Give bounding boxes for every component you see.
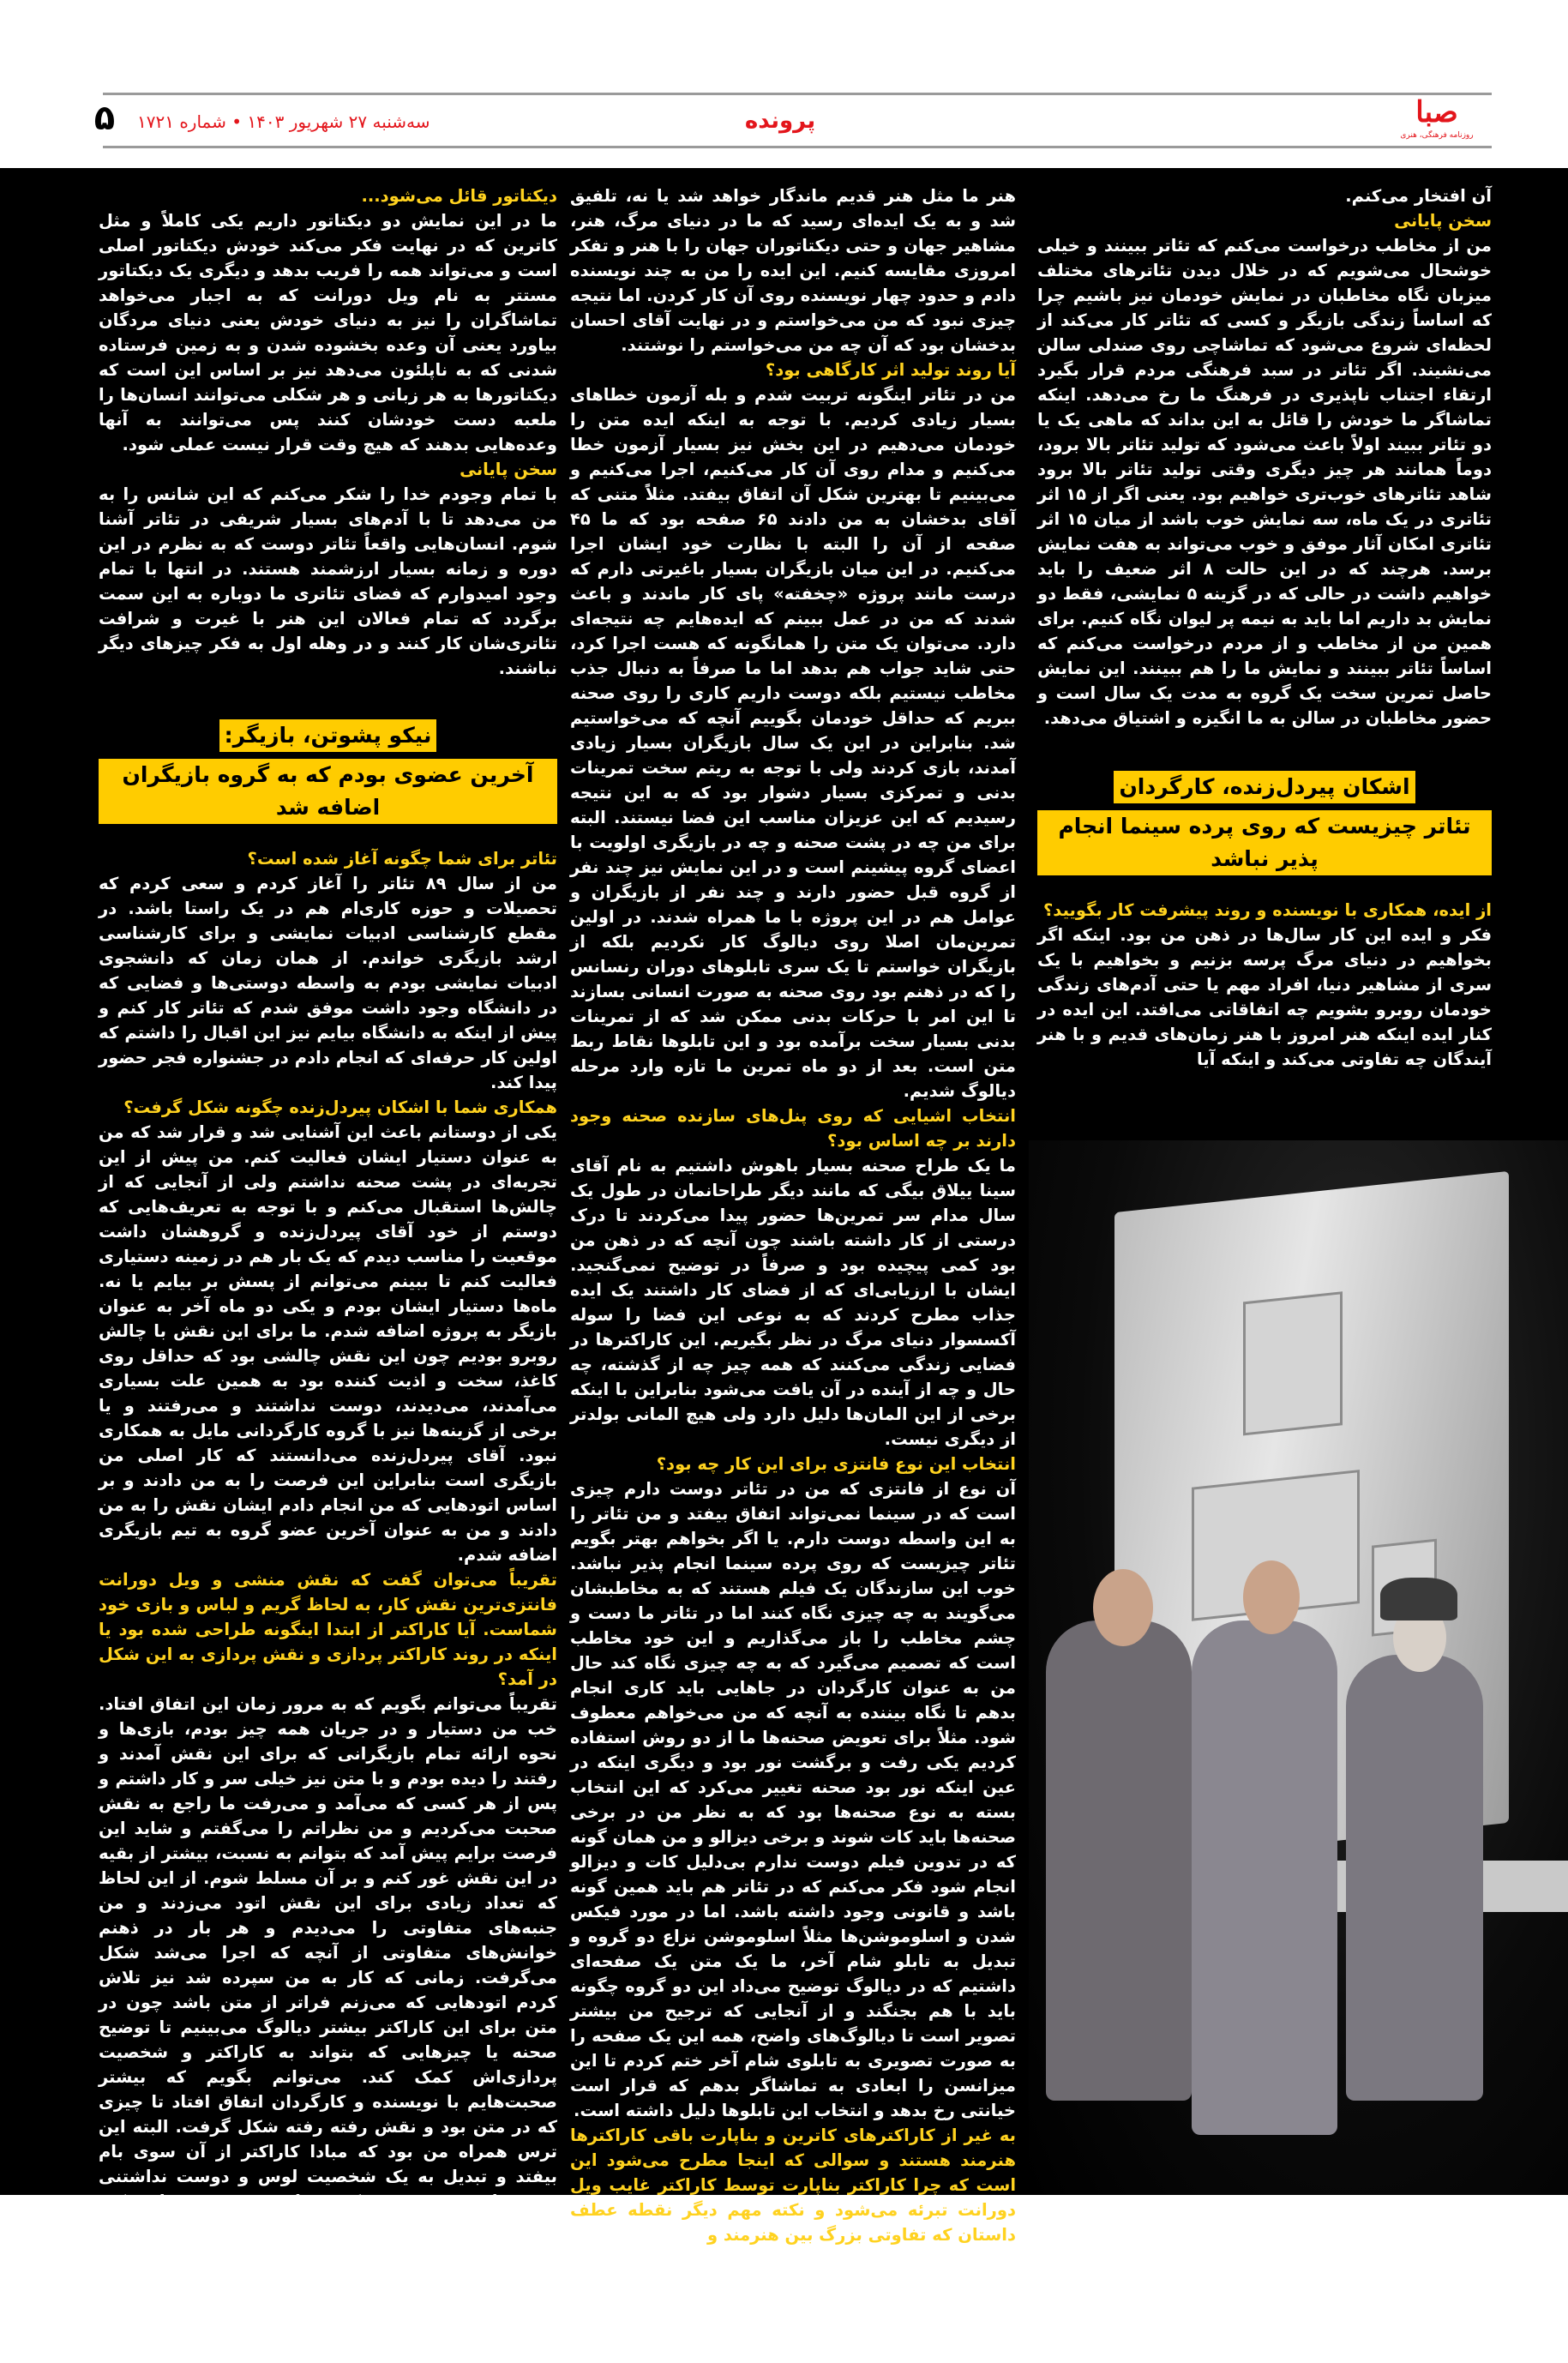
paragraph: فکر و ایده این کار سال‌ها در ذهن من بود. اینکه اگر بخواهیم در دنیای مرگ پرسه بزنیم و بخواهیم با یک سری از مشاهیر دنیا، افراد مهم یا حتی آدم‌های زندگی خودمان روبرو بشویم چه اتفاقاتی می‌افتد. این ایده در کنار ایده اینکه هنر امروز با هنر زمان‌های قدیم و با هنر آیندگان چه تفاوتی می‌کند و اینکه آیا — [1037, 924, 1492, 1069]
interview-title — [1037, 767, 1492, 879]
section-title: پرونده — [744, 108, 816, 134]
question: به غیر از کاراکترهای کاترین و بناپارت باقی کاراکترها هنرمند هستند و سوالی که اینجا مطرح می‌شود این است که چرا کاراکتر بناپارت توسط کاراکتر غایب ویل دورانت تبرئه می‌شود و نکته مهم دیگر نقطه عطف داستان که تفاوتی بزرگ بین هنرمند و — [570, 2125, 1016, 2245]
interview-headline: تئاتر چیزیست که روی پرده سینما انجام پذیر نباشد — [1037, 810, 1492, 875]
question: تئاتر برای شما چگونه آغاز شده است؟ — [247, 848, 557, 869]
actor-head — [1093, 1569, 1153, 1646]
actor-figure — [1346, 1655, 1483, 2101]
paragraph: ما در این نمایش دو دیکتاتور داریم یکی کاملاً و مثل کاترین که در نهایت فکر می‌کند خودش دیکتاتور اصلی است و می‌تواند همه را فریب بدهد و دیگری یک دیکتاتور مستتر به نام ویل دورانت که به اجبار می‌خواهد تماشاگران را نیز به دنیای خودش یعنی دنیای مردگان بیاورد یعنی آن وعده بخشوده شدن و به زمین فرستاده شدنی که به ناپلئون می‌دهد نیز بر اساس این است که دیکتاتورها به هر زبانی و هر شکلی می‌توانند انسان‌ها را ملعبه دست خودشان کنند پس می‌توانند به آنها وعده‌هایی بدهند که هیچ وقت قرار نیست عملی شود. — [99, 211, 557, 454]
column-middle — [570, 183, 1016, 2247]
paragraph: با تمام وجودم خدا را شکر می‌کنم که این شانس را به من می‌دهد تا با آدم‌های بسیار شریفی در تئاتر آشنا شوم. انسان‌هایی واقعاً تئاتر دوست که به نظرم در این دوره و زمانه بسیار ارزشمند هستند. در انتها با تمام وجود امیدوارم که فضای تئاتری ما دوباره به این سمت برگردد که تمام فعالان این هنر با غیرت و شرافت تئاتری‌شان کار کنند و در وهله اول به فکر چیزهای دیگر نباشند. — [99, 484, 557, 678]
question: از ایده، همکاری با نویسنده و روند پیشرفت کار بگویید؟ — [1043, 899, 1492, 920]
interviewee-name: اشکان پیردل‌زنده، کارگردان — [1114, 771, 1415, 803]
interviewee-name: نیکو پشوتن، بازیگر: — [219, 719, 437, 752]
paragraph: من از مخاطب درخواست می‌کنم که تئاتر ببینند و خیلی خوشحال می‌شویم که در خلال دیدن تئاترهای مختلف میزبان نگاه مخاطبان در نمایش خودمان نیز باشیم چرا که اساساً زندگی بازیگر و کسی که تئاتر کار می‌کند از لحظه‌ای شروع می‌شود که تماشاچی روی صندلی سالن می‌نشیند. اگر تئاتر در سبد فرهنگی مردم قرار بگیرد ارتقاء اجتناب ناپذیری در فرهنگ ما رخ می‌دهد. اینکه تماشاگر ما خودش را قائل به این بداند که ماهی یک یا دو تئاتر ببیند اولاً باعث می‌شود که تولید تئاتر بالا برود، دوماً همانند هر چیز دیگری وقتی تولید تئاتر بالا برود شاهد تئاترهای خوب‌تری خواهیم بود. یعنی اگر از ۱۵ اثر تئاتری در یک ماه، سه نمایش خوب باشد از میان ۱۵ اثر تئاتری امکان آثار موفق و خوب می‌تواند به هفت نمایش برسد. هرچند که در این حالت ۸ اثر ضعیف را باید خواهیم داشت در حالی که در گزینه ۵ نمایشی، فقط دو نمایش بد داریم اما باید به نیمه پر لیوان نگاه کنیم. برای همین من از مخاطب و از مردم درخواست می‌کنم که اساساً تئاتر ببینند و نمایش ما را هم ببینند. این نمایش حاصل تمرین سخت یک گروه به مدت یک سال است و حضور مخاطبان در سالن به ما انگیزه و اشتیاق می‌دهد. — [1037, 236, 1493, 728]
paragraph: من در تئاتر اینگونه تربیت شدم و بله آزمون خطاهای بسیار زیادی کردیم. با توجه به اینکه ایده متن را خودمان می‌دهیم در این بخش نیز بسیار آزمون خطا می‌کنیم و مدام روی آن کار می‌کنیم، اجرا می‌کنیم و می‌بینیم تا بهترین شکل آن اتفاق بیفتد. مثلاً متنی که آقای بدخشان به من دادند ۶۵ صفحه بود که ما ۴۵ صفحه از آن را البته با نظارت خود ایشان اجرا می‌کنیم. در این میان بازیگران بسیار باغیرتی دارم که درست مانند پروژه «چخفته» پای کار ماندند و باعث شدند که من در عمل ببینم که ایده‌هایم چه نتیجه‌ای دارد. می‌توان یک متن را همانگونه که هست اجرا کرد، حتی شاید جواب هم بدهد اما ما صرفاً به دنبال جذب مخاطب نیستیم بلکه دوست داریم کاری را روی صحنه ببریم که حداقل خودمان بگوییم آنچه که می‌خواستیم شد. بنابراین در این یک سال بازیگران بسیار زیادی آمدند، بازی کردند ولی با توجه به ریتم سخت تمرینات بدنی و تمرکزی بسیار دشوار بود که به این نتیجه رسیدیم که این عزیزان مناسب این فضا نیستند. البته برای من چه در پشت صحنه و چه در بازیگری اولویت با اعضای گروه پیشینم است و در این نمایش نیز چند نفر از گروه قبل حضور دارند و چند نفر از بازیگران و عوامل هم در این پروژه با ما همراه شدند. در اولین تمرین‌مان اصلا روی دیالوگ کار نکردیم بلکه از بازیگران خواستم تا یک سری تابلوهای دوران رنسانس را که در ذهنم بود روی صحنه به صورت انسانی بسازند تا این امر با حرکات بدنی ممکن شد که از تمرینات بدنی بسیار سخت برآمده بود و این تابلوها نقاط ربط متن است. بعد از دو ماه تمرین ما تازه وارد مرحله دیالوگ شدیم. — [570, 385, 1016, 1101]
subheading: سخن پایانی — [1394, 211, 1492, 231]
paragraph: آن افتخار می‌کنم. — [1345, 186, 1492, 206]
question: انتخاب اشیایی که روی پنل‌های سازنده صحنه وجود دارند بر چه اساس بود؟ — [570, 1106, 1016, 1151]
header-bottom-rule — [103, 146, 1492, 148]
actor-figure — [1046, 1620, 1192, 2101]
paragraph: هنر ما مثل هنر قدیم ماندگار خواهد شد یا نه، تلفیق شد و به یک ایده‌ای رسید که ما در دنیای مرگ، هنر، مشاهیر جهان و حتی دیکتاتوران جهان را با هنر و تفکر امروزی مقایسه کنیم. این ایده را من به چند نویسنده دادم و حدود چهار نویسنده روی آن کار کردن. اما نتیجه چیزی نبود که من می‌خواستم و در نهایت آقای احسان بدخشان بود که آن چه من می‌خواستم را نوشتند. — [570, 186, 1016, 355]
interview-headline: آخرین عضوی بودم که به گروه بازیگران اضافه شد — [99, 759, 557, 824]
column-left — [99, 183, 557, 2363]
paragraph: ما یک طراح صحنه بسیار باهوش داشتیم به نام آقای سینا ییلاق بیگی که مانند دیگر طراحانمان در طول یک سال مدام سر تمرین‌ها حضور پیدا می‌کردند تا درک درستی از کار داشته باشند چون آنچه که در ذهن من بود کمی پیچیده بود و صرفاً در توضیح نمی‌گنجید. ایشان با ارزیابی‌ای که از فضای کار داشتند یک ایده جذاب مطرح کردند که به نوعی این فضا را سوله آکسسوار دنیای مرگ در نظر بگیریم. این کاراکترها در فضایی زندگی می‌کنند که همه چیز چه از گذشته، چه حال و چه از آینده در آن یافت می‌شود بنابراین با اینکه برخی از این المان‌ها دلیل دارد ولی هیچ المانی بولدتر از دیگری نیست. — [570, 1156, 1016, 1449]
question: آیا روند تولید اثر کارگاهی بود؟ — [765, 360, 1016, 380]
paragraph: آن نوع از فانتزی که من در تئاتر دوست دارم چیزی است که در سینما نمی‌تواند اتفاق بیفتد و من تئاتر را به این واسطه دوست دارم. یا اگر بخواهم بهتر بگویم تئاتر چیزیست که روی پرده سینما انجام پذیر نباشد. خوب این سازندگان یک فیلم هستند که به مخاطبشان می‌گویند به چه چیزی نگاه کنند اما در تئاتر ما دست و چشم مخاطب را باز می‌گذاریم و این خود مخاطب است که تصمیم می‌گیرد که به چه چیزی نگاه کند حال من به عنوان کارگردان در جاهایی باید کاری انجام بدهم تا نگاه بیننده به آنچه که من می‌خواهم معطوف شود. مثلاً برای تعویض صحنه‌ها ما از دو روش استفاده کردیم یکی رفت و برگشت نور بود و دیگری اینکه در عین اینکه نور بود صحنه تغییر می‌کرد که این انتخاب بسته به نوع صحنه‌ها بود که به نظر من در برخی صحنه‌ها باید کات شوند و برخی دیزالو و من همان گونه که در تدوین فیلم دوست ندارم بی‌دلیل کات و دیزالو انجام شود فکر می‌کنم که در تئاتر هم باید همین گونه باشد و قانونی وجود داشته باشد. اما در مورد فیکس شدن و اسلوموشن‌ها مثلاً اسلوموشن نزاع دو گروه و تبدیل به تابلو شام آخر، ما یک متن یک صفحه‌ای داشتیم که در دیالوگ توضیح می‌داد این دو گروه چگونه باید با هم بجنگند و از آنجایی که ترجیح من بیشتر تصویر است تا دیالوگ‌های واضح، همه این یک صفحه را به صورت تصویری به تابلوی شام آخر ختم کردم تا این میزانسن را ابعادی به تماشاگر بدهم که قرار است خیانتی رخ بدهد و انتخاب این تابلوها دلیل داشته است. — [570, 1479, 1016, 2120]
page-number: ۵ — [93, 99, 116, 138]
actor-figure — [1192, 1620, 1337, 2135]
paragraph: تقریباً می‌توانم بگویم که به مرور زمان این اتفاق افتاد. خب من دستیار و در جریان همه چیز بودم، بازی‌ها و نحوه ارائه تمام بازیگرانی که برای این نقش آمدند و رفتند را دیده بودم و با متن نیز خیلی سر و کار داشتم و پس از هر کسی که می‌آمد و می‌رفت ما راجع به نقش صحبت می‌کردیم و من نظراتم را می‌گفتم و شاید این فرصت برایم پیش آمد که بتوانم به نسبت، بیشتر از بقیه در این نقش غور کنم و بر آن مسلط شوم. از این لحاظ که تعداد زیادی برای این نقش اتود می‌زدند و من جنبه‌های متفاوتی را می‌دیدم و هر بار در ذهنم خوانش‌های متفاوتی از آنچه که اجرا می‌شد شکل می‌گرفت. زمانی که کار به من سپرده شد نیز تلاش کردم اتودهایی که می‌زنم فراتر از متن باشد چون در متن برای این کاراکتر بیشتر دیالوگ می‌بینیم تا توضیح صحنه یا چیزهایی که بتواند به کاراکتر و شخصیت پردازی‌اش کمک کند. می‌توانم بگویم که بیشتر صحبت‌هایم با نویسنده و کارگردان اتفاق افتاد تا چیزی که در متن بود و نقش رفته رفته شکل گرفت. البته این ترس همراه من بود که مبادا کاراکتر از آن سوی بام بیفتد و تبدیل به یک شخصیت لوس و دوست نداشتنی شود. بابت همین نیز یک مقدار دست به عصا حرکت کردم و به مرور به این کاراکتر افزودم. نویسنده هم به من لطف داشتند و یک مقدار دستم را باز گذاشتند و من توانستم یک سری چیزها را به این کاراکتر اضافه و یک سری چیزها را کم کنم تا کاراکتر به آنچه که می‌خواستم چه به لحاظ دیالوگ و چه به لحاظ اکت و کنش نزدیک‌تر شود. — [99, 1693, 557, 2360]
issue-dateline: سه‌شنبه ۲۷ شهریور ۱۴۰۳ • شماره ۱۷۲۱ — [137, 111, 430, 132]
page-header — [0, 0, 1568, 168]
question: تقریباً می‌توان گفت که نقش منشی و ویل دورانت فانتزی‌ترین نقش کار، به لحاظ گریم و لباس و بازی خود شماست. آیا کاراکتر از ابتدا اینگونه طراحی شده بود یا اینکه در روند کاراکتر پردازی و نقش پردازی به این شکل در آمد؟ — [99, 1569, 557, 1689]
interview-title — [99, 715, 557, 827]
question: انتخاب این نوع فانتزی برای این کار چه بود؟ — [656, 1454, 1016, 1474]
subheading: سخن پایانی — [460, 460, 557, 479]
question-continued: دیکتاتور قائل می‌شود... — [361, 186, 557, 206]
stage-photo — [1029, 1140, 1568, 2195]
header-top-rule — [103, 93, 1492, 95]
actor-hat — [1380, 1578, 1457, 1620]
logo-wordmark: صبا — [1415, 95, 1458, 129]
logo-subtitle: روزنامه فرهنگی، هنری — [1400, 131, 1474, 140]
column-right — [1037, 183, 1492, 1072]
set-frame — [1243, 1291, 1343, 1435]
actor-head — [1243, 1560, 1300, 1634]
newspaper-logo — [1390, 96, 1484, 141]
paragraph: من از سال ۸۹ تئاتر را آغاز کردم و سعی کردم که تحصیلات و حوزه کاری‌ام هم در یک راستا باشد. در مقطع کارشناسی ادبیات نمایشی و برای کارشناسی ارشد بازیگری خواندم. از همان زمان که دانشجوی ادبیات نمایشی بودم به واسطه دوستی‌ها و فضایی که در دانشگاه وجود داشت موفق شدم که تئاتر کار کنم و پیش از اینکه به دانشگاه بیایم نیز این اقبال را داشتم که اولین کار حرفه‌ای که انجام دادم در جشنواره فجر حضور پیدا کند. — [99, 873, 557, 1092]
question: همکاری شما با اشکان پیردل‌زنده چگونه شکل گرفت؟ — [123, 1097, 557, 1117]
paragraph: یکی از دوستانم باعث این آشنایی شد و قرار شد که من به عنوان دستیار ایشان فعالیت کنم. من پیش از این تجربه‌ای در پشت صحنه نداشتم ولی از آنجایی که از چالش‌ها استقبال می‌کنم و با توجه به تعریف‌هایی که دوستم از خود آقای پیردل‌زنده و گروهشان داشت موقعیت را مناسب دیدم که یک بار هم در زمینه دستیاری فعالیت کنم تا ببینم می‌توانم از پسش بر بیایم یا نه. ماه‌ها دستیار ایشان بودم و یکی دو ماه آخر به عنوان بازیگر به پروژه اضافه شدم. ما برای این نقش با چالش روبرو بودیم چون این نقش چالشی بود که حداقل روی کاغذ، سخت و اذیت کننده بود به همین علت بسیاری می‌آمدند، می‌دیدند، دوست نداشتند و می‌رفتند و یا برخی از گزینه‌ها نیز با گروه کارگردانی مایل به همکاری نبود. آقای پیردل‌زنده می‌دانستند که کار اصلی من بازیگری است بنابراین این فرصت را به من دادند و بر اساس اتودهایی که من انجام دادم ایشان نقش را به من دادند و من به عنوان آخرین عضو گروه به تیم بازیگری اضافه شدم. — [99, 1121, 557, 1565]
